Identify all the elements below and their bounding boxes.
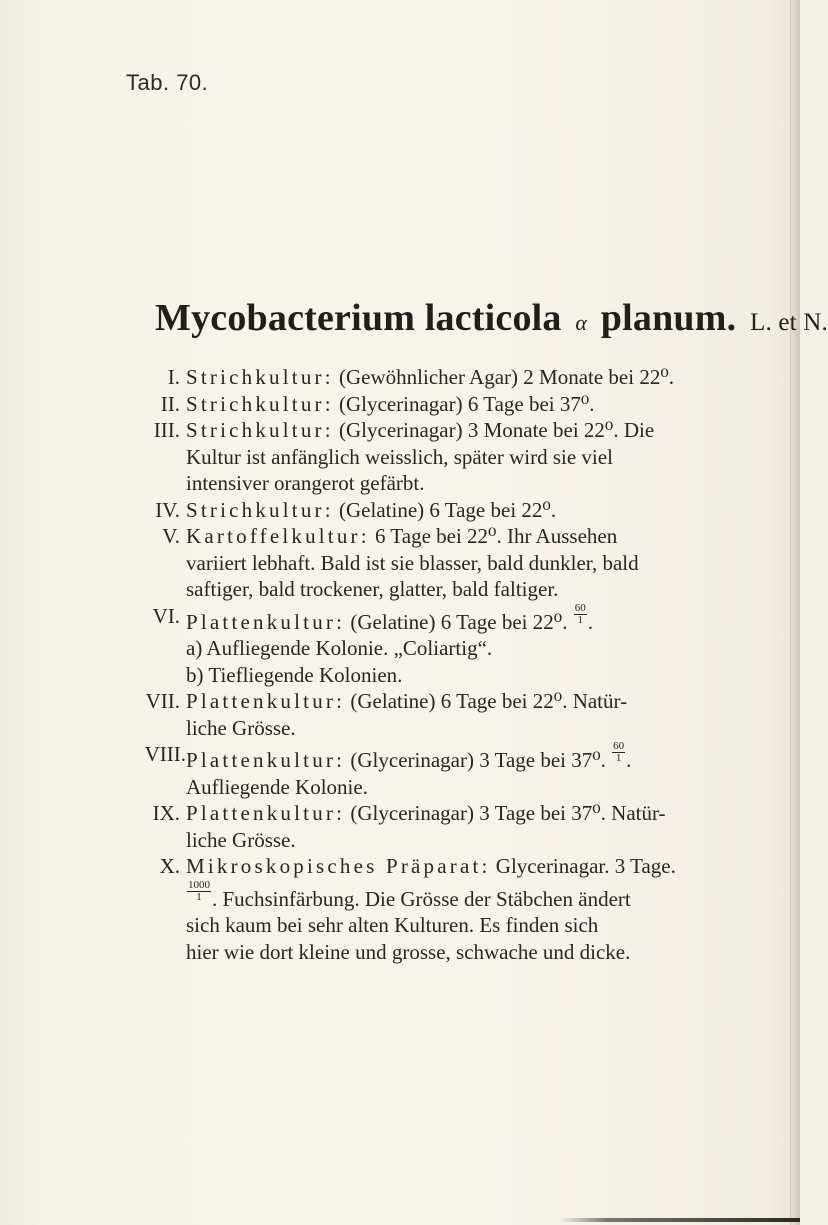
fraction-numerator: 60 [613,740,625,753]
entry-line [186,880,772,913]
fraction-suffix: . [626,748,632,773]
entry-body [186,497,772,524]
entry-line: liche Grösse. [186,715,296,740]
entry-body [186,523,772,603]
entry-method: Plattenkultur: [186,689,346,714]
entry-method: Plattenkultur: [186,748,346,773]
entry-text: (Glycerinagar) 6 Tage bei 37⁰. [339,391,595,416]
list-item [120,741,772,800]
entry-body [186,364,772,391]
entry-first-line [186,800,772,827]
entry-line: a) Aufliegende Kolonie. „Coliartig“. [186,636,493,661]
list-item [120,688,772,741]
list-item [120,417,772,497]
entry-first-line [186,688,772,715]
entry-first-line [186,417,772,444]
fraction-denominator: 1 [196,890,202,903]
entry-text: (Gelatine) 6 Tage bei 22⁰. [339,497,557,522]
entry-method: Plattenkultur: [186,801,346,826]
entry-text: (Glycerinagar) 3 Tage bei 37⁰. Natür- [350,801,666,826]
entry-numeral: IV. [155,497,180,522]
entry-numeral: VII. [145,689,180,714]
title-greek-letter: α [575,310,588,335]
title-variety: planum. [600,297,737,339]
bottom-rule [560,1218,800,1222]
entry-line: variiert lebhaft. Bald ist sie blasser, bald dunkler, bald [186,550,639,575]
entry-line: Aufliegende Kolonie. [186,774,368,799]
entry-text: (Glycerinagar) 3 Monate bei 22⁰. Die [339,418,655,442]
list-item [120,603,772,689]
entry-lead-text: Fuchsinfärbung. Die Grösse der Stäbchen ändert [222,886,631,911]
fraction-denominator: 1 [577,613,583,626]
list-item [120,800,772,853]
entry-text: (Gelatine) 6 Tage bei 22⁰. [350,609,568,634]
entry-method: Mikroskopisches Präparat: [186,854,491,879]
page-edge [790,0,800,1225]
entry-line: liche Grösse. [186,827,296,852]
entry-first-line [186,603,772,636]
entry-method: Strichkultur: [186,497,334,522]
entry-first-line [186,523,772,550]
entry-line: Kultur ist anfänglich weisslich, später wird sie viel [186,444,613,469]
fraction-numerator: 1000 [188,878,210,891]
entry-first-line [186,391,772,418]
entry-first-line [186,741,772,774]
entry-numeral: X. [159,854,180,879]
plate-label: Tab. 70. [126,70,209,95]
fraction-denominator: 1 [615,752,622,765]
entry-first-line [186,853,772,880]
entry-line: b) Tiefliegende Kolonien. [186,662,403,687]
entry-body [186,391,772,418]
fraction-numerator: 60 [574,601,586,614]
page-title [155,296,828,340]
list-item [120,364,772,391]
entry-body [186,741,772,800]
entry-numeral: V. [162,524,180,548]
list-item [120,497,772,524]
magnification-fraction [612,741,625,764]
entry-text: (Gelatine) 6 Tage bei 22⁰. Natür- [350,689,628,714]
entry-numeral: I. [167,365,180,389]
entry-first-line [186,497,772,524]
entry-body [186,853,772,965]
entry-numeral: II. [160,391,180,416]
entry-line: saftiger, bald trockener, glatter, bald faltiger. [186,577,559,601]
title-name: Mycobacterium lacticola [155,297,562,339]
fraction-suffix: . [212,886,218,911]
entry-method: Strichkultur: [186,391,334,416]
entry-text: Glycerinagar. 3 Tage. [495,854,676,879]
fraction-suffix: . [587,609,593,634]
entry-method: Strichkultur: [186,418,334,442]
entry-method: Strichkultur: [186,365,334,389]
entry-body [186,603,772,689]
list-item [120,391,772,418]
entry-numeral: III. [153,418,180,442]
list-item [120,523,772,603]
title-authors: L. et N. [750,309,828,336]
entry-method: Kartoffelkultur: [186,524,370,548]
entry-text: (Glycerinagar) 3 Tage bei 37⁰. [350,748,606,773]
entry-method: Plattenkultur: [186,609,346,634]
entry-line: hier wie dort kleine und grosse, schwache und dicke. [186,939,631,964]
list-item [120,853,772,965]
entry-text: 6 Tage bei 22⁰. Ihr Aussehen [375,524,618,548]
entry-first-line [186,364,772,391]
entry-text: (Gewöhnlicher Agar) 2 Monate bei 22⁰. [339,365,675,389]
magnification-fraction [187,880,211,903]
entry-numeral: IX. [152,801,180,826]
culture-list [120,364,772,965]
entry-body [186,688,772,741]
entry-body [186,417,772,497]
entry-line: sich kaum bei sehr alten Kulturen. Es finden sich [186,913,599,938]
entry-numeral: VI. [152,603,180,628]
entry-numeral: VIII. [144,742,186,767]
entry-body [186,800,772,853]
entry-line: intensiver orangerot gefärbt. [186,471,425,495]
magnification-fraction [574,603,587,626]
